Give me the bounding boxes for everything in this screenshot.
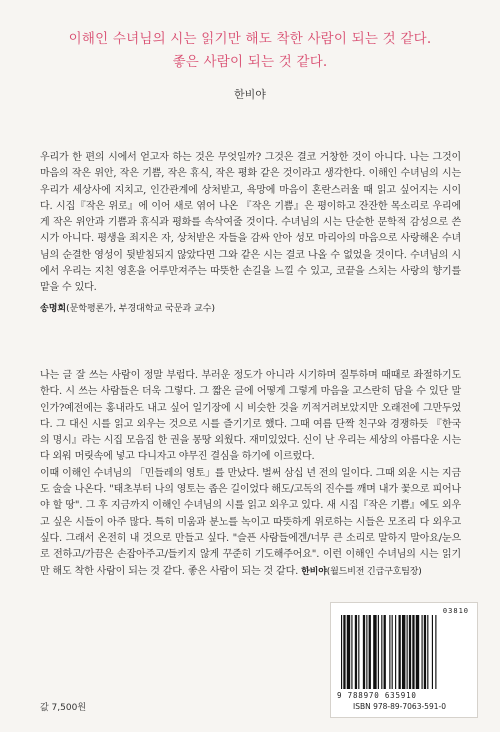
review-han-biya: [40, 368, 461, 580]
review-song-myunghee: [40, 150, 461, 314]
isbn-barcode-panel: [330, 602, 478, 718]
review-paragraph-1: 나는 글 잘 쓰는 사람이 정말 부럽다. 부러운 정도가 아니라 시기하며 질투하며 때때로 좌절하기도 한다. 시 쓰는 사람들은 더욱 그렇다. 그 짧은 글에 어떻게 그렇게 마음을 고스란히 담을 수 있단 말인가?예전에는 홍내라도 내고 싶어 일기장에 시 비슷한 것을 끼적거려보았지만 오래전에 그만두었다. 그 대신 시를 읽고 외우는 것으로 시를 즐기기로 했다. 그때 여름 단짝 친구와 경쟁하듯 『한국의 명시』라는 시집 모음집 한 권을 몽땅 외웠다. 재미있었다. 신이 난 우리는 세상의 아름다운 시는 다 외워 머릿속에 넣고 다니자고 야무진 결심을 하기에 이르렀다.: [40, 370, 461, 463]
ean-digits: 9 788970 635910: [337, 691, 417, 700]
barcode-graphic: [341, 615, 469, 689]
review-paragraph-2: [40, 466, 461, 580]
price-label: 값 7,500원: [40, 703, 87, 713]
endorsement-blurb: [0, 28, 500, 102]
isbn-number: ISBN 978-89-7063-591-0: [353, 702, 446, 711]
blurb-author: 한비야: [234, 88, 266, 101]
reviewer-name: 한비야: [301, 566, 327, 577]
blurb-quote-line-1: 이해인 수녀님의 시는 읽기만 해도 착한 사람이 되는 것 같다.: [68, 31, 432, 47]
blurb-quote-line-2: 좋은 사람이 되는 것 같다.: [172, 54, 328, 70]
reviewer-name: 송명희: [40, 303, 67, 314]
reviewer-title: (문학평론가, 부경대학교 국문과 교수): [66, 303, 215, 314]
review-text: 우리가 한 편의 시에서 얻고자 하는 것은 무엇일까? 그것은 결코 거창한 것이 아니다. 나는 그것이 마음의 작은 위안, 작은 기쁨, 작은 휴식, 작은 평화 같은 것이라고 생각한다. 이해인 수녀님의 시는 우리가 세상사에 지치고, 인간관계에 상처받고, 욕망에 마음이 혼란스러울 때 읽고 싶어지는 시이다. 시집『작은 위로』에 이어 새로 엮어 나온 『작은 기쁨』은 평이하고 잔잔한 목소리로 우리에게 작은 위안과 기쁨과 휴식과 평화를 속삭여줄 것이다. 수녀님의 시는 단순한 문학적 감성으로 쓴 시가 아니다. 평생을 죄지은 자, 상처받은 자들을 감싸 안아 성모 마리아의 마음으로 사랑해온 수녀님의 순결한 영성이 뒷받침되지 않았다면 그와 같은 시는 결코 나올 수 없었을 것이다. 수녀님의 시에서 우리는 지친 영혼을 어루만져주는 따뜻한 손길을 느낄 수 있고, 코끝을 스치는 사랑의 향기를 맡을 수 있다.: [40, 152, 461, 294]
addon-code: 03810: [442, 607, 469, 615]
reviewer-title: (월드비전 긴급구호팀장): [326, 566, 422, 577]
review-paragraph-2-text: 이때 이해인 수녀님의 「민들레의 영토」를 만났다. 벌써 삼십 년 전의 일이다. 그때 외운 시는 지금도 술술 나온다. "태초부터 나의 영토는 좁은 길이었다 해도/고독의 진수를 깨며 내가 꽃으로 피어나야 할 땅". 그 후 지금까지 이해인 수녀님의 시를 읽고 외우고 있다. 새 시집『작은 기쁨』에도 외우고 싶은 시들이 아주 많다. 특히 미움과 분노를 녹이고 따뜻하게 위로하는 시들은 모조리 다 외우고 싶다. 그래서 온전히 내 것으로 만들고 싶다. "슬픈 사람들에겐/너무 큰 소리로 말하지 말아요/눈으로 전하고/가끔은 손잡아주고/들키지 않게 꾸준히 기도해주어요". 이런 이해인 수녀님의 시는 읽기만 해도 착한 사람이 되는 것 같다. 좋은 사람이 되는 것 같다.: [40, 467, 461, 577]
review-signature: [40, 301, 461, 314]
review-signature: [301, 567, 422, 577]
